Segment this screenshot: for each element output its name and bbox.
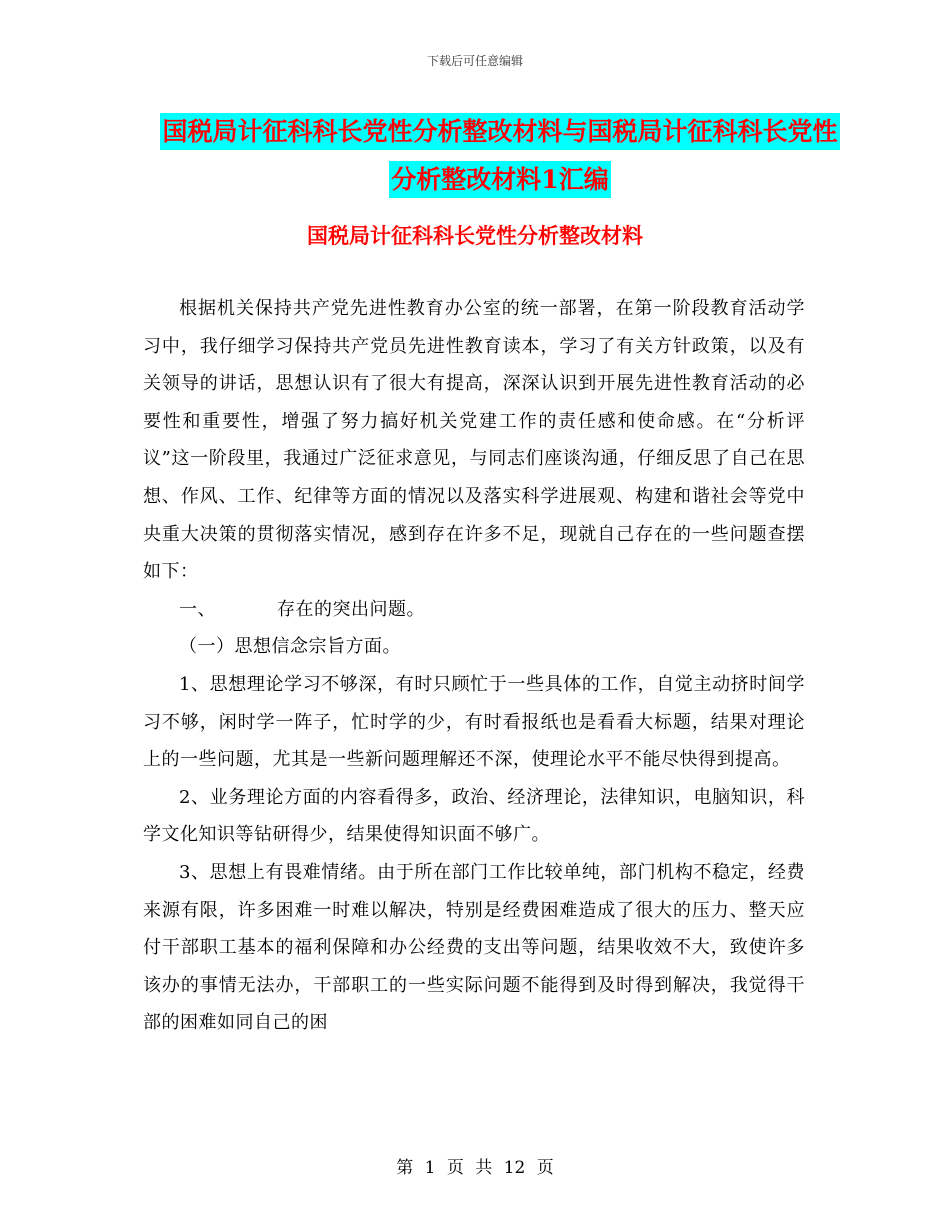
document-body [143,290,805,1042]
header-note: 下载后可任意编辑 [426,54,523,68]
heading-one-number: 一、 [179,598,216,620]
list-item: 2、业务理论方面的内容看得多，政治、经济理论，法律知识，电脑知识，科学文化知识等钻研得少，结果使得知识面不够广。 [143,786,805,846]
page-footer: 第 1 页 共 12 页 [396,1158,554,1178]
heading-one [143,591,805,629]
document-title [150,108,850,204]
heading-one-text: 存在的突出问题。 [277,598,425,620]
list-item: 3、思想上有畏难情绪。由于所在部门工作比较单纯，部门机构不稳定，经费来源有限，许多困难一时难以解决，特别是经费困难造成了很大的压力、整天应付干部职工基本的福利保障和办公经费的支出等问题，结果收效不大，致使许多该办的事情无法办，干部职工的一些实际问题不能得到及时得到解决，我觉得干部的困难如同自己的困 [143,861,805,1034]
sub-heading: （一）思想信念宗旨方面。 [179,636,401,658]
section-title: 国税局计征科科长党性分析整改材料 [307,223,643,248]
document-title-text: 国税局计征科科长党性分析整改材料与国税局计征科科长党性分析整改材料1汇编 [160,113,839,198]
intro-paragraph: 根据机关保持共产党先进性教育办公室的统一部署，在第一阶段教育活动学习中，我仔细学习保持共产党员先进性教育读本，学习了有关方针政策，以及有关领导的讲话，思想认识有了很大有提高，深深认识到开展先进性教育活动的必要性和重要性，增强了努力搞好机关党建工作的责任感和使命感。在“分析评议”这一阶段里，我通过广泛征求意见，与同志们座谈沟通，仔细反思了自己在思想、作风、工作、纪律等方面的情况以及落实科学进展观、构建和谐社会等党中央重大决策的贯彻落实情况，感到存在许多不足，现就自己存在的一些问题查摆如下： [143,298,805,583]
list-item: 1、思想理论学习不够深，有时只顾忙于一些具体的工作，自觉主动挤时间学习不够，闲时学一阵子，忙时学的少，有时看报纸也是看看大标题，结果对理论上的一些问题，尤其是一些新问题理解还不深，使理论水平不能尽快得到提高。 [143,673,805,771]
